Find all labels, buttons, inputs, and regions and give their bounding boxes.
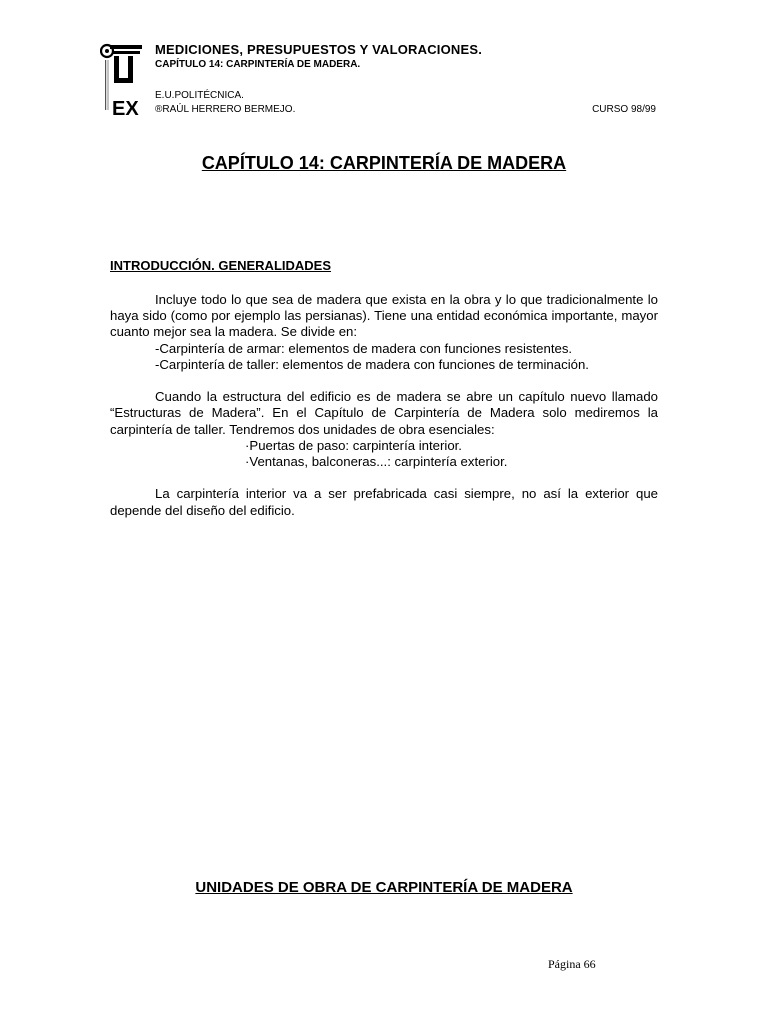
header-author: ®RAÚL HERRERO BERMEJO.: [155, 104, 296, 115]
intro-heading: INTRODUCCIÓN. GENERALIDADES: [110, 258, 332, 273]
intro-body: [110, 292, 658, 519]
list-item-carpinteria-taller: -Carpintería de taller: elementos de madera con funciones de terminación.: [155, 356, 589, 372]
intro-paragraph-2: Cuando la estructura del edificio es de madera se abre un capítulo nuevo llamado “Estructuras de Madera”. En el Capítulo de Carpintería de Madera solo mediremos la carpintería de taller. Tendremos dos unidades de obra esenciales:: [110, 389, 658, 437]
chapter-title: CAPÍTULO 14: CARPINTERÍA DE MADERA: [201, 153, 567, 173]
intro-paragraph-3: La carpintería interior va a ser prefabricada casi siempre, no así la exterior que depende del diseño del edificio.: [110, 486, 658, 518]
section-2-heading: UNIDADES DE OBRA DE CARPINTERÍA DE MADERA: [195, 879, 573, 896]
logo-letters: EX: [112, 98, 139, 118]
header-subtitle: CAPÍTULO 14: CARPINTERÍA DE MADERA.: [155, 59, 361, 70]
header-course: CURSO 98/99: [592, 104, 656, 115]
header-school: E.U.POLITÉCNICA.: [155, 90, 244, 101]
unit-item-ventanas: ·Ventanas, balconeras...: carpintería exterior.: [245, 454, 508, 470]
unit-item-puertas: ·Puertas de paso: carpintería interior.: [245, 437, 462, 453]
list-item-carpinteria-armar: -Carpintería de armar: elementos de madera con funciones resistentes.: [155, 340, 573, 356]
header-title: MEDICIONES, PRESUPUESTOS Y VALORACIONES.: [155, 42, 483, 57]
university-logo: [100, 42, 144, 118]
page-number: Página 66: [548, 957, 596, 971]
intro-paragraph-1: Incluye todo lo que sea de madera que exista en la obra y lo que tradicionalmente lo haya sido (como por ejemplo las persianas). Tiene una entidad económica importante, mayor cuanto mejor sea la madera. Se divide en:: [110, 292, 658, 340]
